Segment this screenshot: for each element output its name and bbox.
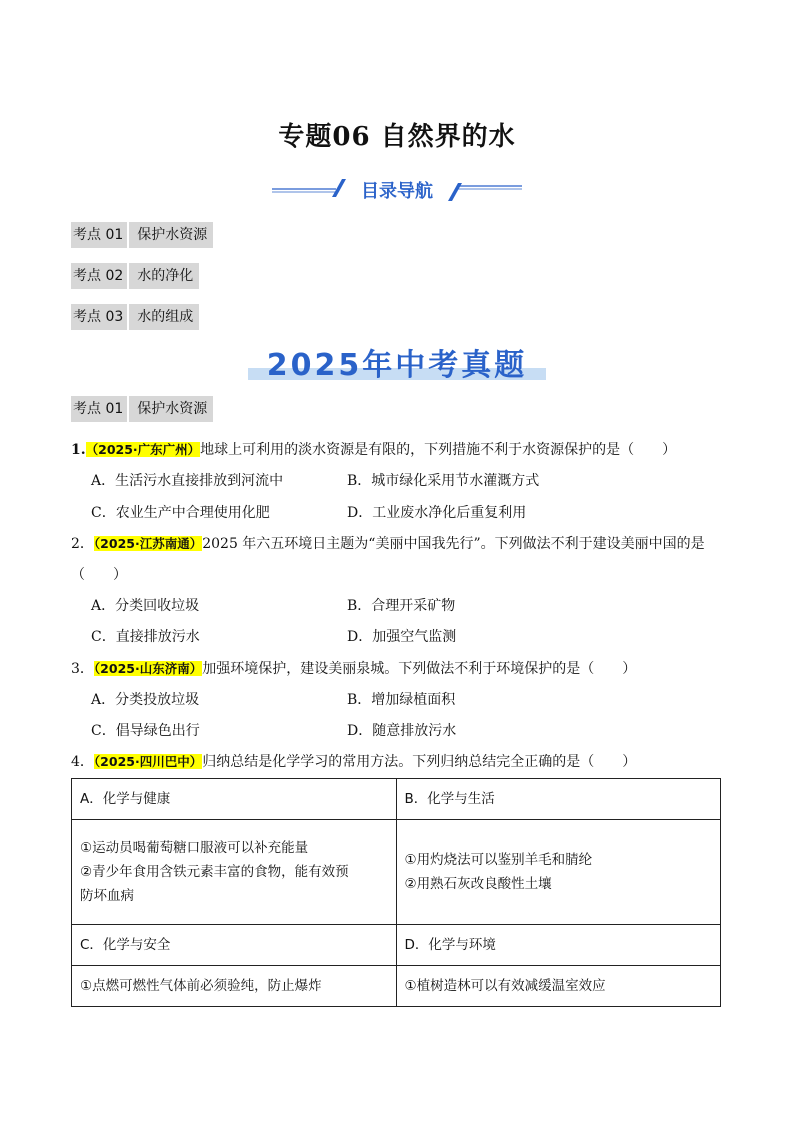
question-text: 2025 年六五环境日主题为“美丽中国我先行”。下列做法不利于建设美丽中国的是 [202, 536, 705, 552]
section-number: 01 [105, 401, 124, 417]
exam-banner-text: 2025年中考真题 [266, 348, 528, 383]
question-stem [71, 659, 636, 679]
question-text-cont: （ ） [71, 567, 127, 583]
question-text: 加强环境保护，建设美丽泉城。下列做法不利于环境保护的是（ ） [202, 661, 637, 677]
table-cell-d [396, 966, 721, 1007]
exam-banner [248, 338, 546, 384]
toc-number: 02 [105, 268, 124, 284]
option-c: C．直接排放污水 [91, 629, 200, 645]
question-source: （2025·广东广州） [85, 442, 201, 457]
section-heading [71, 396, 213, 422]
question-text: 地球上可利用的淡水资源是有限的，下列措施不利于水资源保护的是（ ） [200, 442, 677, 458]
table-cell-b [396, 820, 721, 925]
table-cell-c [72, 966, 397, 1007]
question-number: 2． [71, 536, 94, 552]
question-stem [71, 440, 676, 460]
question-number: 1. [71, 442, 86, 458]
option-d: D．加强空气监测 [347, 629, 457, 645]
option-a: A．分类回收垃圾 [91, 598, 200, 614]
page-title: 专题06 自然界的水 [278, 122, 516, 152]
option-a: A．分类投放垃圾 [91, 692, 200, 708]
option-b: B．合理开采矿物 [347, 598, 456, 614]
table-cell-line: ②青少年食用含铁元素丰富的食物，能有效预 [80, 864, 349, 880]
toc-title: 水的组成 [129, 304, 199, 330]
section-label: 考点 [73, 401, 101, 417]
option-b: B．城市绿化采用节水灌溉方式 [347, 473, 540, 489]
table-cell-line: 防坏血病 [80, 888, 134, 904]
table-cell-line: ②用熟石灰改良酸性土壤 [404, 876, 552, 892]
question-number: 3． [71, 661, 94, 677]
options-table [71, 778, 721, 1007]
table-header-a: A．化学与健康 [72, 779, 397, 820]
toc-title: 水的净化 [129, 263, 199, 289]
toc-banner-text: 目录导航 [361, 181, 433, 202]
option-d: D．工业废水净化后重复利用 [347, 505, 527, 521]
section-title: 保护水资源 [129, 396, 213, 422]
toc-title: 保护水资源 [129, 222, 213, 248]
table-cell-line: ①用灼烧法可以鉴别羊毛和腈纶 [404, 852, 593, 868]
question-source: （2025·江苏南通） [93, 536, 203, 551]
question-number: 4． [71, 754, 94, 770]
option-b: B．增加绿植面积 [347, 692, 456, 708]
toc-label: 考点 [73, 309, 101, 325]
question-stem [71, 752, 636, 772]
table-cell-line: ①植树造林可以有效减缓温室效应 [404, 978, 606, 994]
toc-item[interactable] [71, 304, 199, 330]
table-cell-a [72, 820, 397, 925]
table-cell-line: ①运动员喝葡萄糖口服液可以补充能量 [80, 840, 309, 856]
question-stem [71, 534, 705, 554]
toc-item[interactable] [71, 263, 199, 289]
option-d: D．随意排放污水 [347, 723, 457, 739]
table-header-b: B．化学与生活 [396, 779, 721, 820]
option-c: C．农业生产中合理使用化肥 [91, 505, 270, 521]
toc-number: 01 [105, 227, 124, 243]
table-header-d: D．化学与环境 [396, 925, 721, 966]
question-source: （2025·山东济南） [93, 661, 203, 676]
question-source: （2025·四川巴中） [93, 754, 203, 769]
toc-banner [270, 175, 524, 205]
question-text: 归纳总结是化学学习的常用方法。下列归纳总结完全正确的是（ ） [202, 754, 637, 770]
toc-number: 03 [105, 309, 124, 325]
option-a: A．生活污水直接排放到河流中 [91, 473, 284, 489]
table-cell-line: ①点燃可燃性气体前必须验纯，防止爆炸 [80, 978, 322, 994]
table-header-c: C．化学与安全 [72, 925, 397, 966]
toc-label: 考点 [73, 268, 101, 284]
toc-label: 考点 [73, 227, 101, 243]
option-c: C．倡导绿色出行 [91, 723, 200, 739]
toc-item[interactable] [71, 222, 213, 248]
